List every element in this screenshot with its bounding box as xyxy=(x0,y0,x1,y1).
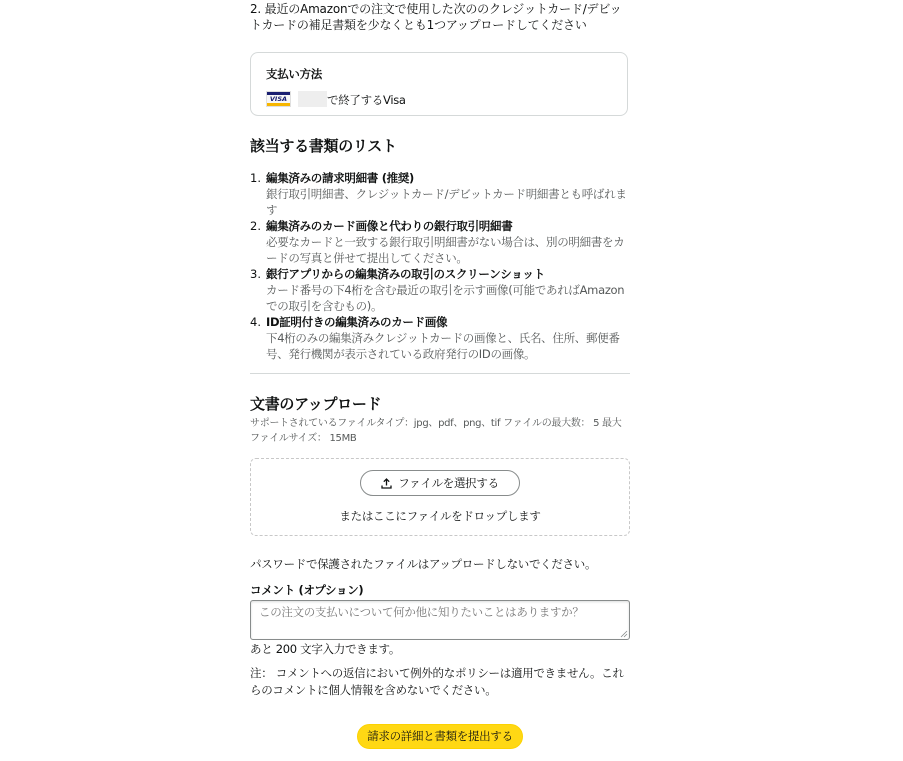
comment-textarea[interactable] xyxy=(250,600,630,640)
payment-method-box xyxy=(250,52,628,116)
char-count: あと 200 文字入力できます。 xyxy=(250,642,401,656)
drop-instructions: またはここにファイルをドロップします xyxy=(339,509,541,523)
list-item-number: 3. xyxy=(250,267,261,281)
list-item-title: 編集済みの請求明細書 (推奨) xyxy=(266,171,415,185)
document-list xyxy=(250,170,630,362)
document-list-heading: 該当する書類のリスト xyxy=(250,137,397,155)
list-item xyxy=(250,314,630,362)
submit-button[interactable]: 請求の詳細と書類を提出する xyxy=(357,724,523,749)
choose-file-label: ファイルを選択する xyxy=(398,476,499,490)
upload-heading: 文書のアップロード xyxy=(250,395,382,413)
list-item xyxy=(250,170,630,218)
comment-label: コメント (オプション) xyxy=(250,583,364,597)
list-item-description: 銀行取引明細書、クレジットカード/デビットカード明細書とも呼ばれます xyxy=(266,187,627,217)
password-warning: パスワードで保護されたファイルはアップロードしないでください。 xyxy=(250,557,597,571)
list-item-title: ID証明付きの編集済みのカード画像 xyxy=(266,315,448,329)
list-item-number: 2. xyxy=(250,219,261,233)
list-item-description: カード番号の下4桁を含む最近の取引を示す画像(可能であればAmazonでの取引を含むもの)。 xyxy=(266,283,625,313)
list-item xyxy=(250,218,630,266)
intro-instruction: 2. 最近のAmazonでの注文で使用した次ののクレジットカード/デビットカードの補足書類を少なくとも1つアップロードしてください xyxy=(250,2,622,32)
upload-icon xyxy=(381,478,392,489)
redacted-card-digits xyxy=(298,91,327,107)
list-item-description: 必要なカードと一致する銀行取引明細書がない場合は、別の明細書をカードの写真と併せて提出してください。 xyxy=(266,235,625,265)
list-item-number: 1. xyxy=(250,171,261,185)
list-item-title: 銀行アプリからの編集済みの取引のスクリーンショット xyxy=(266,267,545,281)
list-item-description: 下4桁のみの編集済みクレジットカードの画像と、氏名、住所、郵便番号、発行機関が表示されている政府発行のIDの画像。 xyxy=(266,331,620,361)
card-brand-label: VISA xyxy=(269,95,288,103)
list-item-title: 編集済みのカード画像と代わりの銀行取引明細書 xyxy=(266,219,513,233)
payment-method-title: 支払い方法 xyxy=(266,67,322,81)
visa-card-icon xyxy=(266,91,291,107)
payment-card-text: で終了するVisa xyxy=(327,93,406,107)
list-item xyxy=(250,266,630,314)
section-divider xyxy=(250,373,630,374)
supported-files-info: サポートされているファイルタイプ：jpg、pdf、png、tif ファイルの最大数： 5 最大ファイルサイズ： 15MB xyxy=(250,418,622,444)
file-dropzone[interactable] xyxy=(250,458,630,536)
list-item-number: 4. xyxy=(250,315,261,329)
resize-handle-icon[interactable] xyxy=(620,630,628,638)
policy-note: 注： コメントへの返信において例外的なポリシーは適用できません。これらのコメントに個人情報を含めないでください。 xyxy=(250,666,624,697)
choose-file-button[interactable] xyxy=(360,470,520,496)
